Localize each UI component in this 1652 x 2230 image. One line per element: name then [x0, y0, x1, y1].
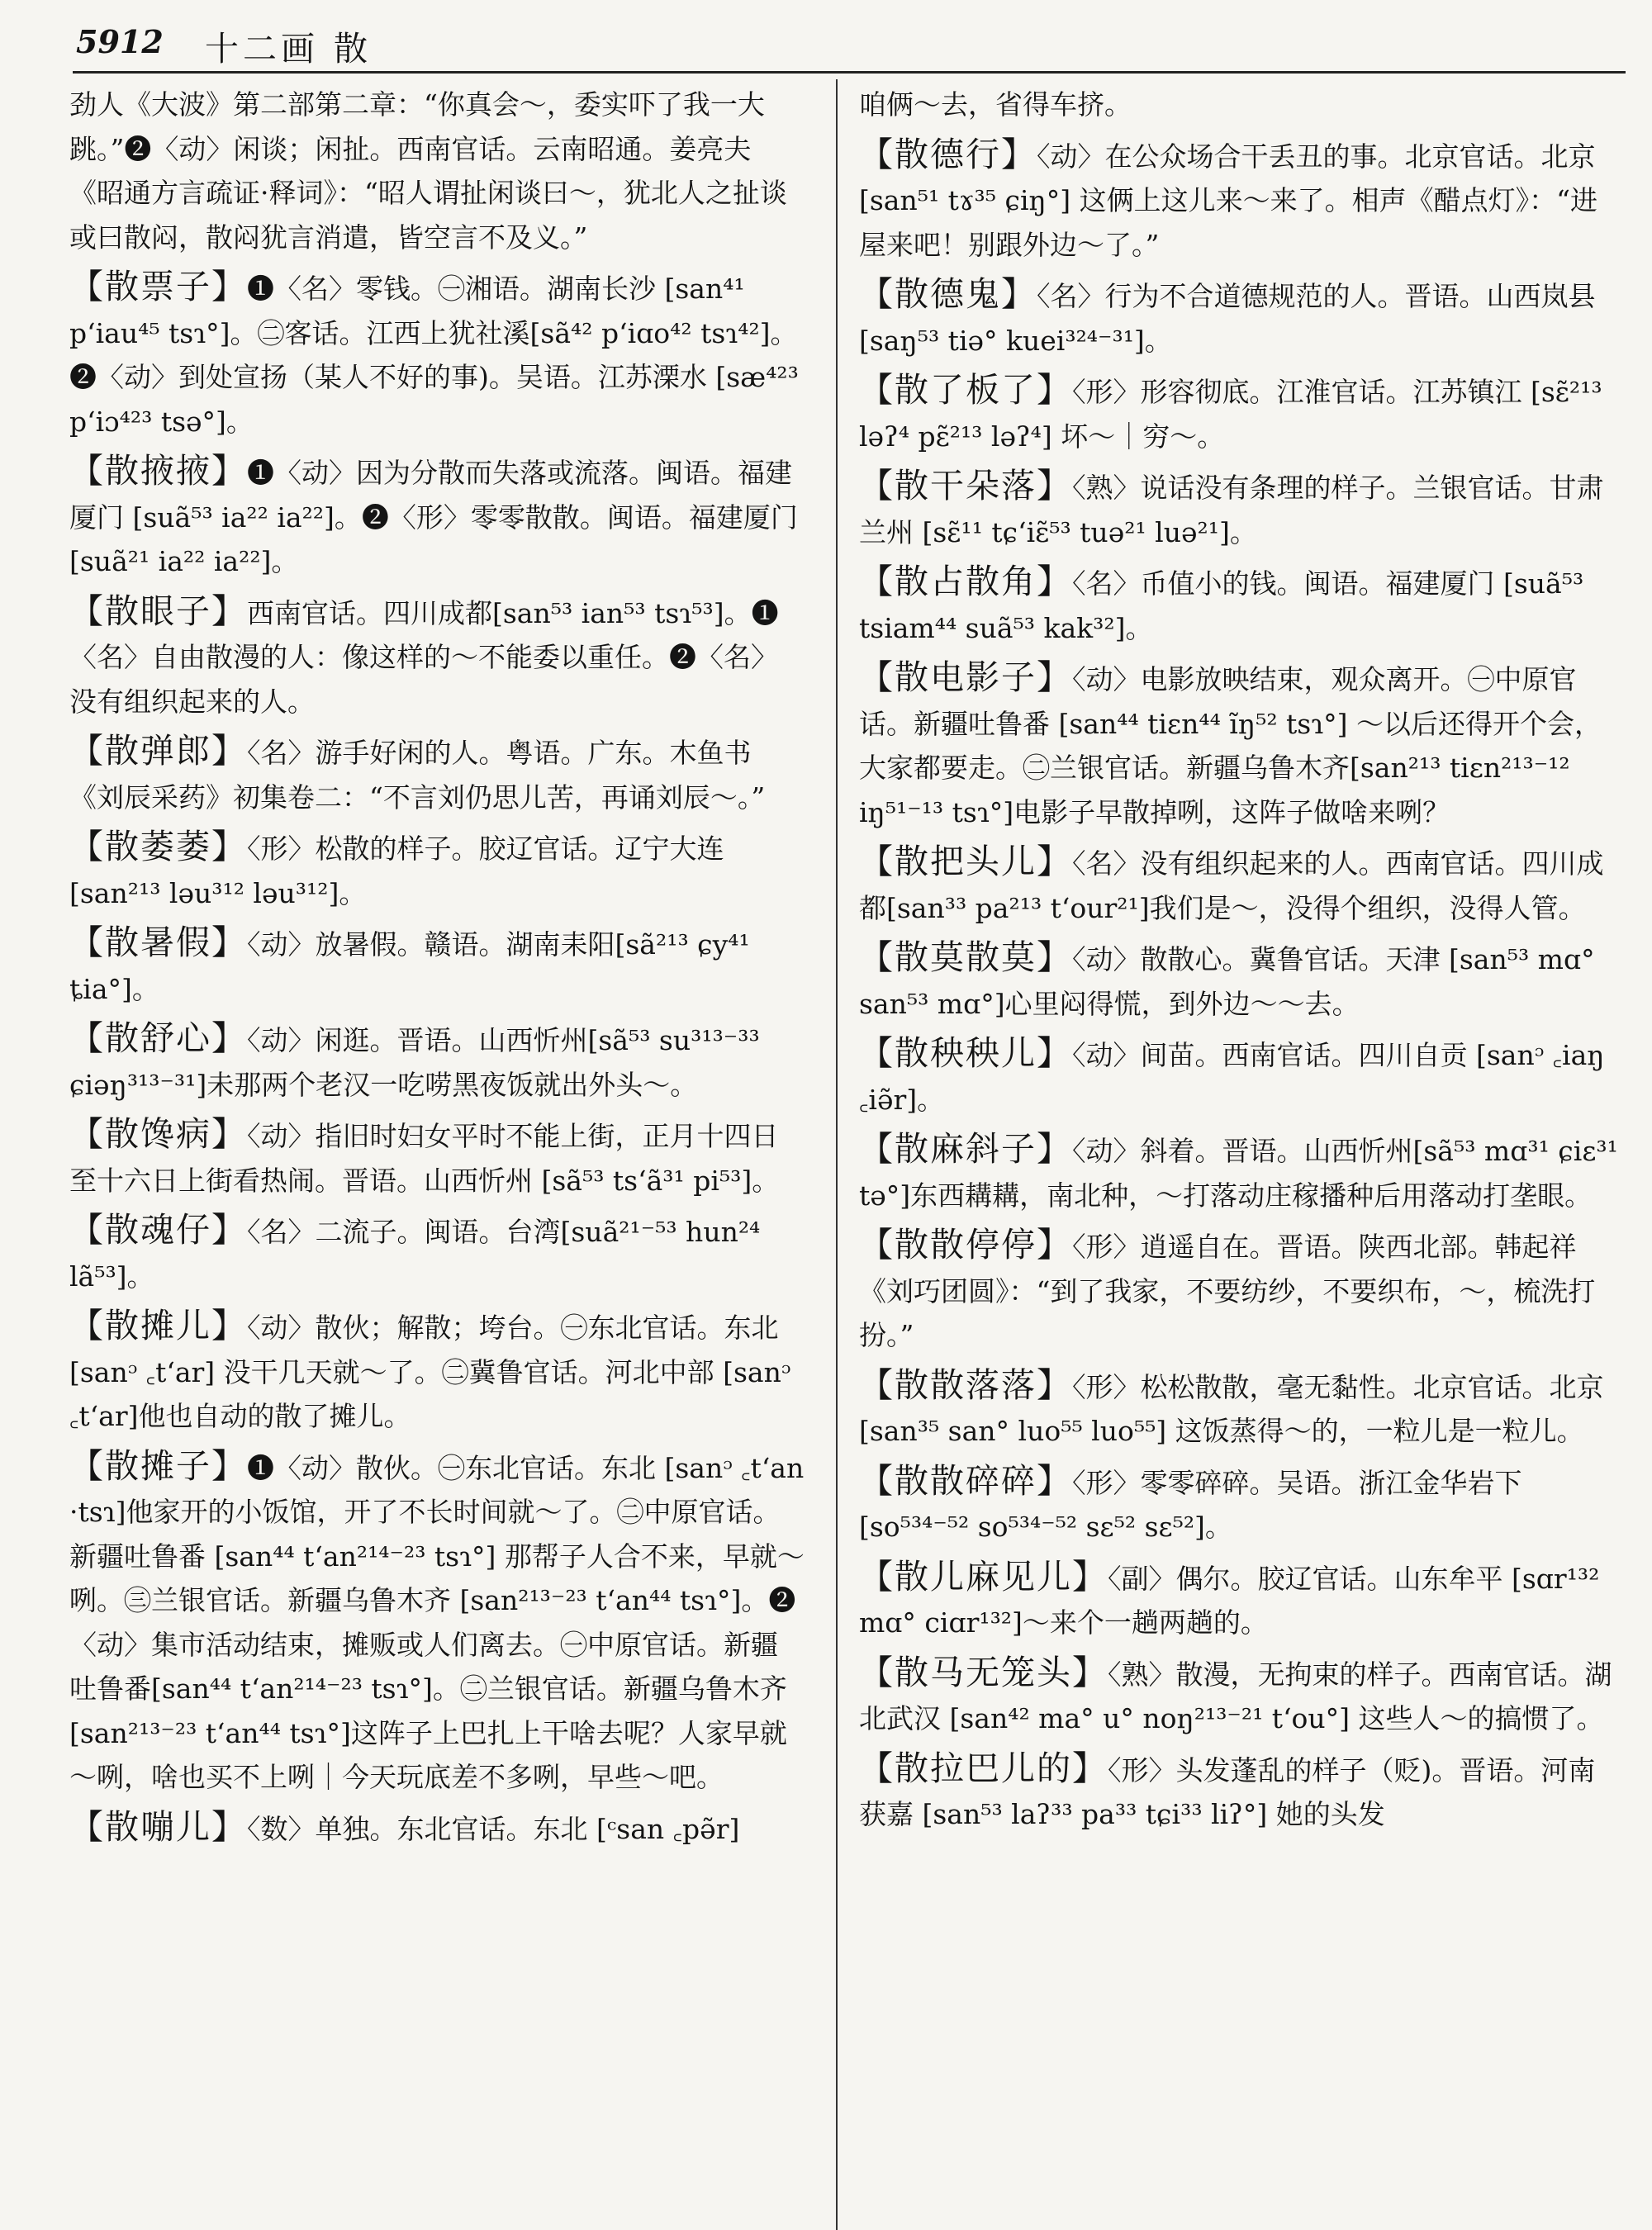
dictionary-entry [69, 1304, 805, 1439]
entry-headword: 【散暑假】 [69, 923, 247, 962]
entry-headword: 【散馋病】 [69, 1114, 247, 1154]
header-title: 十二画 散 [205, 29, 373, 69]
right-column [859, 83, 1619, 2230]
entry-definition: 〈名〉没有组织起来的人。西南官话。四川成都[san³³ pa²¹³ tʻour²¹]我们是～，没得个组织，没得人管。 [859, 847, 1604, 924]
dictionary-entry [859, 1747, 1619, 1837]
entry-definition: 〈名〉行为不合道德规范的人。晋语。山西岚县[saŋ⁵³ tiə° kuei³²⁴⁻³¹]。 [859, 280, 1596, 357]
entry-definition: 〈动〉闲逛。晋语。山西忻州[sã⁵³ su³¹³⁻³³ ɕiəŋ³¹³⁻³¹]未那两个老汉一吃唠黑夜饭就出外头～。 [69, 1024, 760, 1101]
entry-headword: 【散马无笼头】 [859, 1652, 1108, 1692]
entry-definition: 〈名〉二流子。闽语。台湾[suã²¹⁻⁵³ hun²⁴ lã⁵³]。 [69, 1216, 761, 1293]
entry-headword: 【散摊子】 [69, 1445, 247, 1486]
entry-definition: 西南官话。四川成都[san⁵³ ian⁵³ tsɿ⁵³]。❶〈名〉自由散漫的人：像这样的～不能委以重任。❷〈名〉没有组织起来的人。 [69, 596, 779, 718]
dictionary-entry [859, 1651, 1619, 1741]
entry-headword: 【散弹郎】 [69, 731, 247, 771]
entry-definition: 〈副〉偶尔。胶辽官话。山东牟平 [sɑr¹³² mɑ° ciɑr¹³²]～来个一趟两趟的。 [859, 1562, 1600, 1639]
entry-definition: 〈动〉电影放映结束，观众离开。㊀中原官话。新疆吐鲁番 [san⁴⁴ tiɛn⁴⁴ ĩŋ⁵² tsɿ°] ～以后还得开个会，大家都要走。㊁兰银官话。新疆乌鲁木齐[san²¹³ tiɛn²¹³⁻¹² iŋ⁵¹⁻¹³ tsɿ°]电影子早散掉咧，这阵子做啥来咧？ [859, 663, 1602, 828]
page-number: 5912 [76, 23, 164, 60]
entry-definition: 〈形〉头发蓬乱的样子（贬)。晋语。河南获嘉 [san⁵³ laʔ³³ pa³³ tɕi³³ liʔ°] 她的头发 [859, 1753, 1596, 1830]
entry-definition: 〈动〉间苗。西南官话。四川自贡 [sanᵓ ꜀iaŋ ꜀iə̃r]。 [859, 1039, 1605, 1116]
entry-definition: 〈动〉斜着。晋语。山西忻州[sã⁵³ mɑ³¹ ɕiɛ³¹ tə°]东西耩耩，南北种，～打落动庄稼播种后用落动打垄眼。 [859, 1135, 1618, 1212]
left-column [69, 83, 805, 2230]
entry-headword: 【散把头儿】 [859, 842, 1072, 881]
entry-continuation [859, 83, 1619, 127]
entry-definition: 〈名〉游手好闲的人。粤语。广东。木鱼书《刘辰采药》初集卷二：“不言刘仍思儿苦，再诵刘辰～。” [69, 737, 766, 814]
dictionary-entry [69, 265, 805, 444]
entry-definition: 〈动〉在公众场合干丢丑的事。北京官话。北京 [san⁵¹ tɤ³⁵ ɕiŋ°] 这俩上这儿来～来了。相声《醋点灯》：“进屋来吧！别跟外边～了。” [859, 140, 1598, 261]
entry-definition: 〈名〉币值小的钱。闽语。福建厦门 [suã⁵³ tsiam⁴⁴ suã⁵³ kak³²]。 [859, 567, 1584, 644]
entry-headword: 【散秧秧儿】 [859, 1033, 1072, 1073]
entry-headword: 【散掖掖】 [69, 451, 247, 491]
dictionary-entry [69, 1017, 805, 1107]
entry-headword: 【散散落落】 [859, 1364, 1072, 1405]
entry-headword: 【散干朵落】 [859, 466, 1072, 505]
entry-definition: 〈动〉散散心。冀鲁官话。天津 [san⁵³ mɑ° san⁵³ mɑ°]心里闷得慌，到外边～～去。 [859, 943, 1595, 1020]
entry-headword: 【散眼子】 [69, 591, 247, 631]
entry-definition: 〈形〉松散的样子。胶辽官话。辽宁大连 [san²¹³ ləu³¹² ləu³¹²]。 [69, 833, 724, 909]
entry-definition: 〈动〉指旧时妇女平时不能上街，正月十四日至十六日上街看热闹。晋语。山西忻州 [sã⁵³ tsʻã³¹ pi⁵³]。 [69, 1120, 780, 1197]
entry-definition: 劲人《大波》第二部第二章：“你真会～，委实吓了我一大跳。”❷〈动〉闲谈；闲扯。西南官话。云南昭通。姜亮夫《昭通方言疏证·释词》：“昭人谓扯闲谈曰～，犹北人之扯谈或曰散闷，散闷犹言消遣，皆空言不及义。” [69, 88, 787, 254]
dictionary-entry [69, 1805, 805, 1852]
dictionary-entry [859, 273, 1619, 363]
dictionary-entry [69, 1208, 805, 1298]
entry-headword: 【散占散角】 [859, 562, 1072, 601]
entry-definition: ❶〈动〉因为分散而失落或流落。闽语。福建厦门 [suã⁵³ ia²² ia²²]。❷〈形〉零零散散。闽语。福建厦门[suã²¹ ia²² ia²²]。 [69, 457, 798, 577]
entry-definition: 〈数〉单独。东北官话。东北 [ᶜsan ꜀pə̃r] [247, 1812, 740, 1845]
dictionary-entry [859, 1459, 1619, 1549]
entry-headword: 【散散停停】 [859, 1225, 1072, 1264]
dictionary-entry [859, 560, 1619, 650]
entry-headword: 【散散碎碎】 [859, 1460, 1072, 1501]
dictionary-entry [69, 825, 805, 915]
dictionary-entry [859, 1555, 1619, 1645]
dictionary-entry [69, 449, 805, 584]
entry-definition: 〈动〉放暑假。赣语。湖南耒阳[sã²¹³ ɕy⁴¹ ȶia°]。 [69, 928, 750, 1005]
dictionary-entry [69, 921, 805, 1011]
dictionary-entry [69, 590, 805, 724]
entry-definition: 〈形〉松松散散，毫无黏性。北京官话。北京 [san³⁵ san° luo⁵⁵ luo⁵⁵] 这饭蒸得～的，一粒儿是一粒儿。 [859, 1370, 1604, 1447]
header-rule [73, 71, 1626, 74]
dictionary-entry [859, 840, 1619, 930]
entry-headword: 【散摊儿】 [69, 1306, 247, 1345]
dictionary-entry [859, 464, 1619, 554]
entry-definition: 〈熟〉散漫，无拘束的样子。西南官话。湖北武汉 [san⁴² ma° u° noŋ²¹³⁻²¹ tʻou°] 这些人～的搞惯了。 [859, 1658, 1612, 1734]
dictionary-entry [859, 936, 1619, 1026]
entry-headword: 【散舒心】 [69, 1018, 247, 1058]
dictionary-entry [859, 1127, 1619, 1217]
entry-definition: ❶〈动〉散伙。㊀东北官话。东北 [sanᵓ ꜀tʻan ·tsɿ]他家开的小饭馆，开了不长时间就～了。㊁中原官话。新疆吐鲁番 [san⁴⁴ tʻan²¹⁴⁻²³ tsɿ°] 那帮子人合不来，早就～咧。㊂兰银官话。新疆乌鲁木齐 [san²¹³⁻²³ tʻan⁴⁴ tsɿ°]。❷〈动〉集市活动结束，摊贩或人们离去。㊀中原官话。新疆吐鲁番[san⁴⁴ tʻan²¹⁴⁻²³ tsɿ°]。㊁兰银官话。新疆乌鲁木齐[san²¹³⁻²³ tʻan⁴⁴ tsɿ°]这阵子上巴扎上干啥去呢？人家早就～咧，啥也买不上咧｜今天玩底差不多咧，早些～吧。 [69, 1451, 805, 1793]
entry-headword: 【散萎萎】 [69, 827, 247, 866]
entry-headword: 【散票子】 [69, 267, 247, 306]
dictionary-entry [69, 1445, 805, 1800]
entry-headword: 【散拉巴儿的】 [859, 1748, 1108, 1788]
entry-definition: 〈形〉零零碎碎。吴语。浙江金华岩下 [so⁵³⁴⁻⁵² so⁵³⁴⁻⁵² sɛ⁵² sɛ⁵²]。 [859, 1466, 1522, 1543]
column-divider [836, 79, 838, 2230]
entry-definition: 〈动〉散伙；解散；垮台。㊀东北官话。东北 [sanᵓ ꜀tʻar] 没干几天就～了。㊁冀鲁官话。河北中部 [sanᵓ ꜀tʻar]他也自动的散了摊儿。 [69, 1312, 791, 1432]
entry-headword: 【散儿麻见儿】 [859, 1556, 1108, 1597]
entry-headword: 【散德行】 [859, 134, 1037, 174]
entry-definition: 咱俩～去，省得车挤。 [859, 88, 1132, 121]
entry-headword: 【散麻斜子】 [859, 1129, 1072, 1169]
dictionary-entry [69, 729, 805, 819]
dictionary-entry [859, 1364, 1619, 1454]
entry-headword: 【散德鬼】 [859, 274, 1037, 314]
page-header [0, 0, 1652, 79]
dictionary-entry [859, 133, 1619, 268]
entry-headword: 【散了板了】 [859, 370, 1072, 410]
dictionary-entry [859, 1032, 1619, 1122]
entry-headword: 【散电影子】 [859, 657, 1072, 697]
dictionary-entry [859, 368, 1619, 458]
entry-definition: 〈形〉逍遥自在。晋语。陕西北部。韩起祥《刘巧团圆》：“到了我家，不要纺纱，不要织布，～，梳洗打扮。” [859, 1231, 1596, 1351]
entry-headword: 【散莫散莫】 [859, 937, 1072, 977]
dictionary-entry [859, 656, 1619, 834]
entry-headword: 【散嘣儿】 [69, 1806, 247, 1847]
entry-definition: 〈形〉形容彻底。江淮官话。江苏镇江 [sɛ̃²¹³ ləʔ⁴ pɛ̃²¹³ ləʔ⁴] 坏～｜穷～。 [859, 376, 1602, 453]
entry-definition: ❶〈名〉零钱。㊀湘语。湖南长沙 [san⁴¹ pʻiau⁴⁵ tsɿ°]。㊁客话。江西上犹社溪[sã⁴² pʻiɑo⁴² tsɿ⁴²]。❷〈动〉到处宣扬（某人不好的事)。吴语。江苏溧水 [sæ⁴²³ pʻiɔ⁴²³ tsə°]。 [69, 273, 799, 438]
dictionary-entry [69, 1113, 805, 1203]
entry-definition: 〈熟〉说话没有条理的样子。兰银官话。甘肃兰州 [sɛ̃¹¹ tɕʻiɛ̃⁵³ tuə²¹ luə²¹]。 [859, 472, 1604, 548]
entry-headword: 【散魂仔】 [69, 1210, 247, 1250]
entry-continuation [69, 83, 805, 259]
dictionary-entry [859, 1223, 1619, 1358]
